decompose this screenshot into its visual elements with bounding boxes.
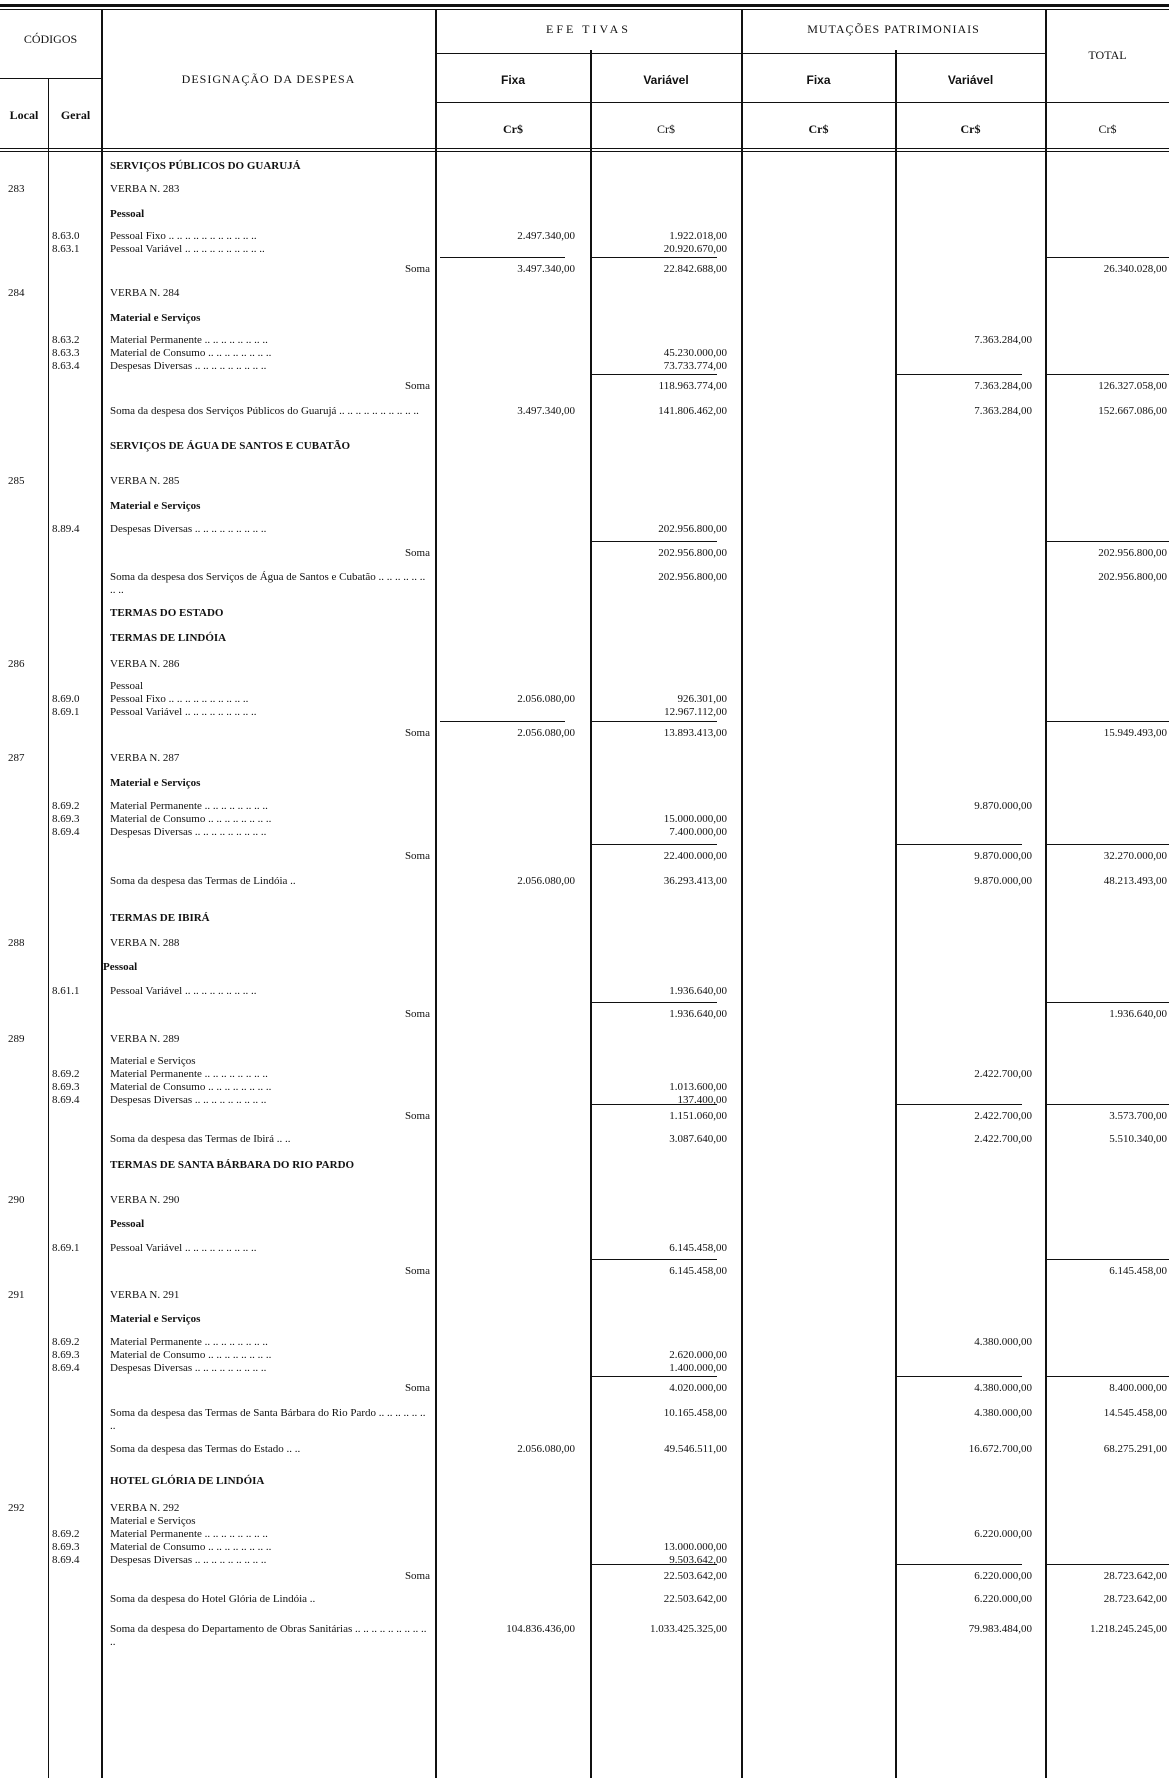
code-geral: 8.63.0 8.63.1 (52, 230, 80, 255)
expense-designation: TERMAS DE SANTA BÁRBARA DO RIO PARDO (110, 1159, 355, 1171)
amount-c5: 28.723.642,00 (1045, 1570, 1167, 1583)
amount-c5: 6.145.458,00 (1045, 1265, 1167, 1278)
expense-designation: Soma (404, 1008, 430, 1020)
amount-c1: 2.056.080,00 (517, 875, 575, 887)
amount-c2: 202.956.800,00 (658, 523, 727, 535)
code-local: 292 (8, 1502, 25, 1514)
expense-designation: TERMAS DO ESTADO (110, 607, 224, 619)
amount-c2: 22.842.688,00 (592, 263, 727, 276)
amount-c4: 4.380.000,00 (974, 1407, 1032, 1419)
amount-c4: 2.422.700,00 (974, 1068, 1032, 1080)
amount-c4: 2.422.700,00 (974, 1133, 1032, 1145)
amount-c5: 1.936.640,00 (1045, 1008, 1167, 1021)
expense-designation: Material Permanente .. .. .. .. .. .. .. .. Material de Consumo .. .. .. .. .. .. .. .. Despesas Diversas .. .. .. .. .. .. .. .. .. (110, 334, 272, 372)
amount-c2: 1.936.640,00 (669, 985, 727, 997)
amount-c1: 2.056.080,00 (517, 1443, 575, 1455)
amount-c2: 22.503.642,00 (592, 1570, 727, 1583)
top-rule (0, 4, 1169, 7)
subtotal-rule (592, 1259, 717, 1260)
amount-c4: 6.220.000,00 (974, 1593, 1032, 1605)
amount-c4: 7.363.284,00 (974, 405, 1032, 417)
subtotal-rule (592, 374, 717, 375)
subtotal-rule (592, 844, 717, 845)
amount-c2: 6.145.458,00 (592, 1265, 727, 1278)
amount-c2: 202.956.800,00 (592, 547, 727, 560)
expense-designation: Soma da despesa das Termas do Estado .. .. (110, 1443, 301, 1455)
expense-designation: Pessoal Fixo .. .. .. .. .. .. .. .. .. .. .. Pessoal Variável .. .. .. .. .. .. .. .. .. .. (110, 230, 265, 255)
hdr-currency-3: Cr$ (808, 122, 829, 136)
expense-designation: Material e Serviços Material Permanente .. .. .. .. .. .. .. .. Material de Consumo .. .. .. .. .. .. .. .. Despesas Diversas .. .. .. .. .. .. .. .. .. (110, 1055, 272, 1106)
amount-c2: 36.293.413,00 (663, 875, 727, 887)
expense-designation: Soma da despesa das Termas de Lindóia .. (110, 875, 296, 887)
subtotal-rule (592, 1376, 717, 1377)
amount-c5: 48.213.493,00 (1103, 875, 1167, 887)
code-local: 286 (8, 658, 25, 670)
code-local: 285 (8, 475, 25, 487)
expense-designation: TERMAS DE LINDÓIA (110, 632, 227, 644)
amount-c5: 15.949.493,00 (1045, 727, 1167, 740)
subtotal-rule (1045, 541, 1169, 542)
amount-c2: 118.963.774,00 (592, 380, 727, 393)
code-local: 284 (8, 287, 25, 299)
amount-c2: 1.151.060,00 (592, 1110, 727, 1123)
amount-c5: 202.956.800,00 (1045, 547, 1167, 560)
subtotal-rule (440, 721, 565, 722)
expense-designation: Soma da despesa dos Serviços de Água de Santos e Cubatão .. .. .. .. .. .. .. .. (110, 571, 429, 596)
code-geral: 8.69.2 8.69.3 8.69.4 (52, 800, 80, 838)
expense-designation: SERVIÇOS PÚBLICOS DO GUARUJÁ (110, 160, 301, 172)
amount-c1: 2.056.080,00 (440, 727, 575, 740)
subtotal-rule (592, 541, 717, 542)
amount-c2: 202.956.800,00 (658, 571, 727, 583)
expense-designation: Pessoal Variável .. .. .. .. .. .. .. .. .. (110, 1242, 257, 1254)
subtotal-rule (592, 1104, 717, 1105)
amount-c4: 6.220.000,00 (897, 1570, 1032, 1583)
hdr-codigos: CÓDIGOS (23, 32, 78, 46)
amount-c2: 15.000.000,00 7.400.000,00 (663, 813, 727, 838)
code-local: 288 (8, 937, 25, 949)
expense-designation: Material Permanente .. .. .. .. .. .. .. .. Material de Consumo .. .. .. .. .. .. .. .. Despesas Diversas .. .. .. .. .. .. .. .. .. (110, 800, 272, 838)
col-rule-desc (435, 10, 437, 1778)
amount-c5: 5.510.340,00 (1109, 1133, 1167, 1145)
code-geral: 8.61.1 (52, 985, 80, 997)
expense-designation: HOTEL GLÓRIA DE LINDÓIA (110, 1475, 265, 1487)
amount-c5: 68.275.291,00 (1103, 1443, 1167, 1455)
expense-designation: VERBA N. 283 (110, 183, 180, 195)
expense-designation: Despesas Diversas .. .. .. .. .. .. .. .. .. (110, 523, 267, 535)
subtotal-rule (592, 721, 717, 722)
expense-designation: VERBA N. 284 (110, 287, 180, 299)
code-local: 290 (8, 1194, 25, 1206)
subtotal-rule (1045, 721, 1169, 722)
expense-designation: TERMAS DE IBIRÁ (110, 912, 210, 924)
expense-designation: SERVIÇOS DE ÁGUA DE SANTOS E CUBATÃO (110, 440, 351, 452)
amount-c4: 4.380.000,00 (974, 1336, 1032, 1348)
amount-c4: 4.380.000,00 (897, 1382, 1032, 1395)
amount-c4: 9.870.000,00 (974, 800, 1032, 812)
amount-c4: 7.363.284,00 (897, 380, 1032, 393)
subtotal-rule (1045, 1564, 1169, 1565)
amount-c4: 9.870.000,00 (974, 875, 1032, 887)
expense-designation: Soma (404, 1265, 430, 1277)
subtotal-rule (897, 1564, 1022, 1565)
amount-c4: 16.672.700,00 (968, 1443, 1032, 1455)
expense-designation: Soma (404, 1110, 430, 1122)
amount-c2: 3.087.640,00 (669, 1133, 727, 1145)
amount-c5: 202.956.800,00 (1098, 571, 1167, 583)
amount-c2: 141.806.462,00 (658, 405, 727, 417)
hdr-rule-bottom2 (0, 151, 1169, 152)
hdr-rule-codigos (0, 78, 101, 79)
code-local: 287 (8, 752, 25, 764)
hdr-rule-sub (436, 102, 1169, 103)
expense-designation: Material e Serviços (110, 777, 201, 789)
expense-designation: Material e Serviços (110, 312, 201, 324)
amount-c2: 1.922.018,00 20.920.670,00 (663, 230, 727, 255)
expense-designation: Soma da despesa dos Serviços Públicos do Guarujá .. .. .. .. .. .. .. .. .. .. (110, 405, 419, 417)
col-rule-local (48, 78, 49, 1778)
amount-c5: 32.270.000,00 (1045, 850, 1167, 863)
amount-c4: 7.363.284,00 (974, 334, 1032, 346)
amount-c4: 6.220.000,00 (974, 1528, 1032, 1540)
subtotal-rule (897, 1376, 1022, 1377)
expense-designation: VERBA N. 286 (110, 658, 180, 670)
hdr-variavel-efetivas: Variável (643, 73, 689, 87)
expense-designation: Soma (404, 380, 430, 392)
code-geral: 8.89.4 (52, 523, 80, 535)
amount-c5: 14.545.458,00 (1103, 1407, 1167, 1419)
expense-designation: Soma (404, 547, 430, 559)
amount-c2: 926.301,00 12.967.112,00 (664, 693, 727, 718)
expense-designation: VERBA N. 291 (110, 1289, 180, 1301)
amount-c2: 22.503.642,00 (663, 1593, 727, 1605)
subtotal-rule (1045, 1002, 1169, 1003)
code-geral: 8.69.2 8.69.3 8.69.4 (52, 1528, 80, 1566)
expense-designation: Pessoal (110, 208, 145, 220)
amount-c4: 9.870.000,00 (897, 850, 1032, 863)
subtotal-rule (1045, 1376, 1169, 1377)
hdr-fixa-efetivas: Fixa (500, 73, 525, 87)
expense-designation: Soma (404, 1382, 430, 1394)
hdr-fixa-mutacoes: Fixa (806, 73, 831, 87)
amount-c2: 10.165.458,00 (663, 1407, 727, 1419)
hdr-currency-5: Cr$ (1098, 122, 1117, 136)
hdr-efetivas: EFE TIVAS (546, 22, 631, 36)
amount-c5: 26.340.028,00 (1045, 263, 1167, 276)
hdr-geral: Geral (60, 108, 91, 122)
code-local: 291 (8, 1289, 25, 1301)
code-geral: 8.69.2 8.69.3 8.69.4 (52, 1336, 80, 1374)
amount-c5: 126.327.058,00 (1045, 380, 1167, 393)
amount-c5: 1.218.245.245,00 (1090, 1623, 1167, 1635)
amount-c2: 6.145.458,00 (669, 1242, 727, 1254)
expense-designation: Soma (404, 263, 430, 275)
expense-designation: VERBA N. 289 (110, 1033, 180, 1045)
amount-c2: 1.936.640,00 (592, 1008, 727, 1021)
amount-c1: 3.497.340,00 (517, 405, 575, 417)
amount-c1: 104.836.436,00 (506, 1623, 575, 1635)
amount-c2: 49.546.511,00 (664, 1443, 727, 1455)
subtotal-rule (1045, 374, 1169, 375)
expense-designation: Soma da despesa das Termas de Santa Bárbara do Rio Pardo .. .. .. .. .. .. .. (110, 1407, 429, 1432)
subtotal-rule (1045, 1259, 1169, 1260)
expense-designation: Soma (404, 727, 430, 739)
expense-designation: Material e Serviços (110, 500, 201, 512)
subtotal-rule (897, 1104, 1022, 1105)
amount-c1: 3.497.340,00 (440, 263, 575, 276)
expense-designation: Soma (404, 1570, 430, 1582)
amount-c5: 3.573.700,00 (1045, 1110, 1167, 1123)
expense-designation: Material Permanente .. .. .. .. .. .. .. .. Material de Consumo .. .. .. .. .. .. .. .. Despesas Diversas .. .. .. .. .. .. .. .. .. (110, 1336, 272, 1374)
expense-designation: VERBA N. 287 (110, 752, 180, 764)
expense-designation: Pessoal Pessoal Fixo .. .. .. .. .. .. .. .. .. .. Pessoal Variável .. .. .. .. .. .. .. .. .. (110, 680, 257, 718)
code-geral: 8.63.2 8.63.3 8.63.4 (52, 334, 80, 372)
expense-designation: Soma da despesa das Termas de Ibirá .. .. (110, 1133, 291, 1145)
code-geral: 8.69.1 (52, 1242, 80, 1254)
expense-designation: VERBA N. 290 (110, 1194, 180, 1206)
subtotal-rule (592, 1002, 717, 1003)
hdr-mutacoes: MUTAÇÕES PATRIMONIAIS (807, 22, 980, 36)
amount-c2: 1.033.425.325,00 (650, 1623, 727, 1635)
amount-c1: 2.497.340,00 (517, 230, 575, 242)
amount-c2: 2.620.000,00 1.400.000,00 (669, 1349, 727, 1374)
hdr-rule-bottom (0, 148, 1169, 149)
amount-c4: 79.983.484,00 (968, 1623, 1032, 1635)
amount-c2: 45.230.000,00 73.733.774,00 (663, 347, 727, 372)
amount-c2: 22.400.000,00 (592, 850, 727, 863)
amount-c2: 13.000.000,00 9.503.642,00 (663, 1541, 727, 1566)
hdr-rule-groups (436, 53, 1045, 54)
code-geral: 8.69.0 8.69.1 (52, 693, 80, 718)
subtotal-rule (592, 1564, 717, 1565)
expense-designation: Soma da despesa do Hotel Glória de Lindóia .. (110, 1593, 316, 1605)
subtotal-rule (1045, 1104, 1169, 1105)
amount-c2: 1.013.600,00 137.400,00 (669, 1081, 727, 1106)
subtotal-rule (1045, 257, 1169, 258)
subtotal-rule (440, 257, 565, 258)
hdr-currency-4: Cr$ (960, 122, 981, 136)
code-geral: 8.69.2 8.69.3 8.69.4 (52, 1068, 80, 1106)
expense-designation: Material e Serviços (110, 1313, 201, 1325)
code-local: 289 (8, 1033, 25, 1045)
hdr-total: TOTAL (1088, 48, 1127, 62)
amount-c5: 28.723.642,00 (1103, 1593, 1167, 1605)
expense-designation: Pessoal (110, 1218, 145, 1230)
expense-designation: Pessoal Variável .. .. .. .. .. .. .. .. .. (110, 985, 257, 997)
subtotal-rule (897, 374, 1022, 375)
top-rule-thin (0, 9, 1169, 10)
amount-c5: 152.667.086,00 (1098, 405, 1167, 417)
expense-designation: Soma da despesa do Departamento de Obras Sanitárias .. .. .. .. .. .. .. .. .. .. (110, 1623, 430, 1648)
amount-c2: 4.020.000,00 (592, 1382, 727, 1395)
amount-c5: 8.400.000,00 (1045, 1382, 1167, 1395)
subtotal-rule (592, 257, 717, 258)
hdr-currency-2: Cr$ (657, 122, 675, 136)
expense-designation: VERBA N. 288 (110, 937, 180, 949)
expense-designation: Soma (404, 850, 430, 862)
amount-c2: 13.893.413,00 (592, 727, 727, 740)
col-rule-var1 (741, 10, 743, 1778)
amount-c1: 2.056.080,00 (517, 693, 575, 705)
subtotal-rule (1045, 844, 1169, 845)
hdr-designacao: DESIGNAÇÃO DA DESPESA (181, 72, 356, 86)
expense-designation: VERBA N. 285 (110, 475, 180, 487)
expense-designation: VERBA N. 292 Material e Serviços Material Permanente .. .. .. .. .. .. .. .. Material de Consumo .. .. .. .. .. .. .. .. Despesas Diversas .. .. .. .. .. .. .. .. .. (110, 1502, 272, 1566)
expense-designation: Pessoal (103, 961, 138, 973)
hdr-currency-1: Cr$ (503, 122, 523, 136)
hdr-variavel-mutacoes: Variável (947, 73, 994, 87)
amount-c4: 2.422.700,00 (897, 1110, 1032, 1123)
code-local: 283 (8, 183, 25, 195)
hdr-local: Local (9, 108, 39, 122)
subtotal-rule (897, 844, 1022, 845)
